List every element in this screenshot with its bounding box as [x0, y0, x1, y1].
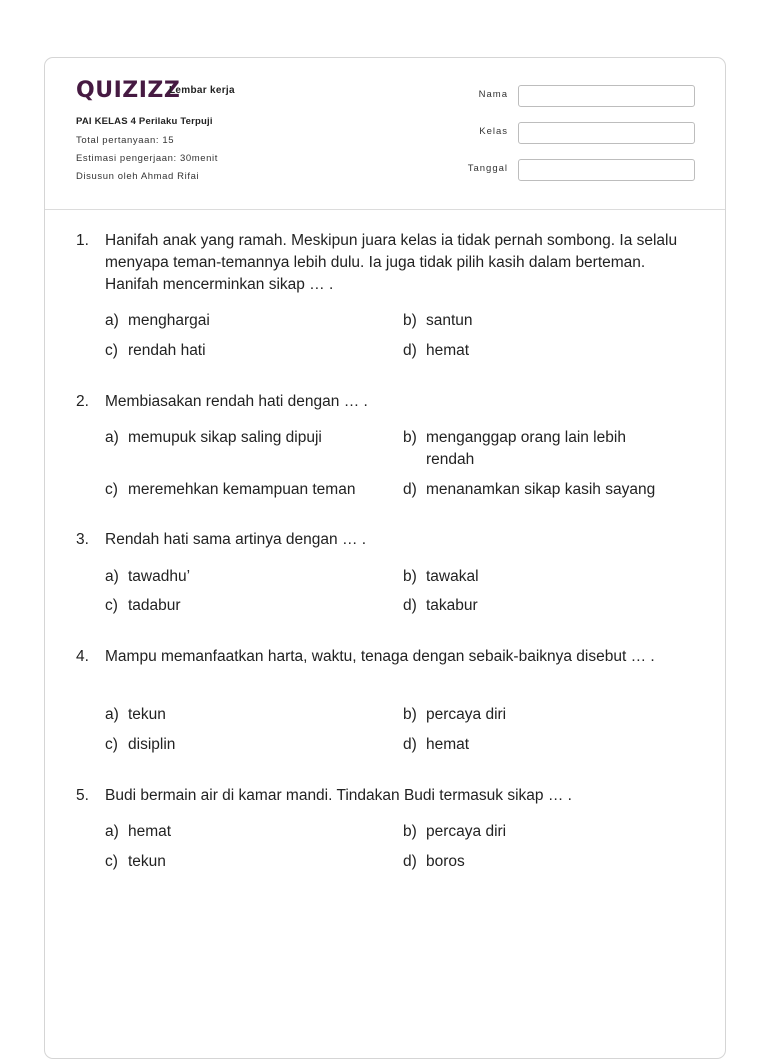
option-5d: d) boros: [403, 853, 465, 870]
date-field[interactable]: [518, 159, 695, 181]
question-number: 3.: [76, 531, 89, 548]
worksheet: [44, 57, 726, 1059]
option-3d: d) takabur: [403, 597, 478, 614]
worksheet-header: [45, 58, 725, 210]
option-4c: c) disiplin: [105, 736, 176, 753]
class-label: Kelas: [479, 126, 508, 137]
worksheet-title: PAI KELAS 4 Perilaku Terpuji: [76, 116, 213, 127]
option-5b: b) percaya diri: [403, 823, 507, 840]
class-field[interactable]: [518, 122, 695, 144]
question-1: [76, 230, 686, 296]
question-text: Mampu memanfaatkan harta, waktu, tenaga dengan sebaik-baiknya disebut … .: [105, 648, 655, 665]
option-4a: a) tekun: [105, 706, 166, 723]
option-1c: c) rendah hati: [105, 342, 206, 359]
question-text: Hanifah anak yang ramah. Meskipun juara kelas ia tidak pernah sombong. Ia selalu menyapa teman-temannya lebih dulu. Ia juga tidak pilih kasih dalam berteman. Hanifah mencerminkan sikap … .: [105, 232, 678, 293]
question-5: [76, 785, 686, 807]
option-3b: b) tawakal: [403, 568, 479, 585]
option-4b: b) percaya diri: [403, 706, 507, 723]
name-field[interactable]: [518, 85, 695, 107]
question-number: 1.: [76, 232, 89, 249]
option-4d: d) hemat: [403, 736, 470, 753]
option-1b: b) santun: [403, 312, 473, 329]
option-1d: d) hemat: [403, 342, 470, 359]
name-label: Nama: [478, 89, 508, 100]
question-2: [76, 391, 686, 413]
option-2d: d) menanamkan sikap kasih sayang: [403, 481, 656, 498]
question-3: [76, 529, 686, 551]
option-5c: c) tekun: [105, 853, 166, 870]
time-estimate: Estimasi pengerjaan: 30menit: [76, 153, 218, 164]
option-2c: c) meremehkan kemampuan teman: [105, 481, 356, 498]
question-text: Budi bermain air di kamar mandi. Tindakan Budi termasuk sikap … .: [105, 787, 572, 804]
question-text: Rendah hati sama artinya dengan … .: [105, 531, 367, 548]
total-questions: Total pertanyaan: 15: [76, 135, 175, 146]
question-4: [76, 646, 686, 668]
quizizz-logo: QUIZIZZ: [76, 78, 181, 103]
question-text: Membiasakan rendah hati dengan … .: [105, 393, 368, 410]
author: Disusun oleh Ahmad Rifai: [76, 171, 200, 182]
date-label: Tanggal: [467, 163, 508, 174]
question-number: 2.: [76, 393, 89, 410]
header-subtitle: Lembar kerja: [169, 85, 235, 96]
option-1a: a) menghargai: [105, 312, 210, 329]
option-2b: b) menganggap orang lain lebih rendah: [403, 429, 626, 468]
option-3c: c) tadabur: [105, 597, 181, 614]
option-3a: a) tawadhu’: [105, 568, 191, 585]
option-5a: a) hemat: [105, 823, 172, 840]
option-2a: a) memupuk sikap saling dipuji: [105, 429, 322, 446]
question-number: 5.: [76, 787, 89, 804]
question-number: 4.: [76, 648, 89, 665]
